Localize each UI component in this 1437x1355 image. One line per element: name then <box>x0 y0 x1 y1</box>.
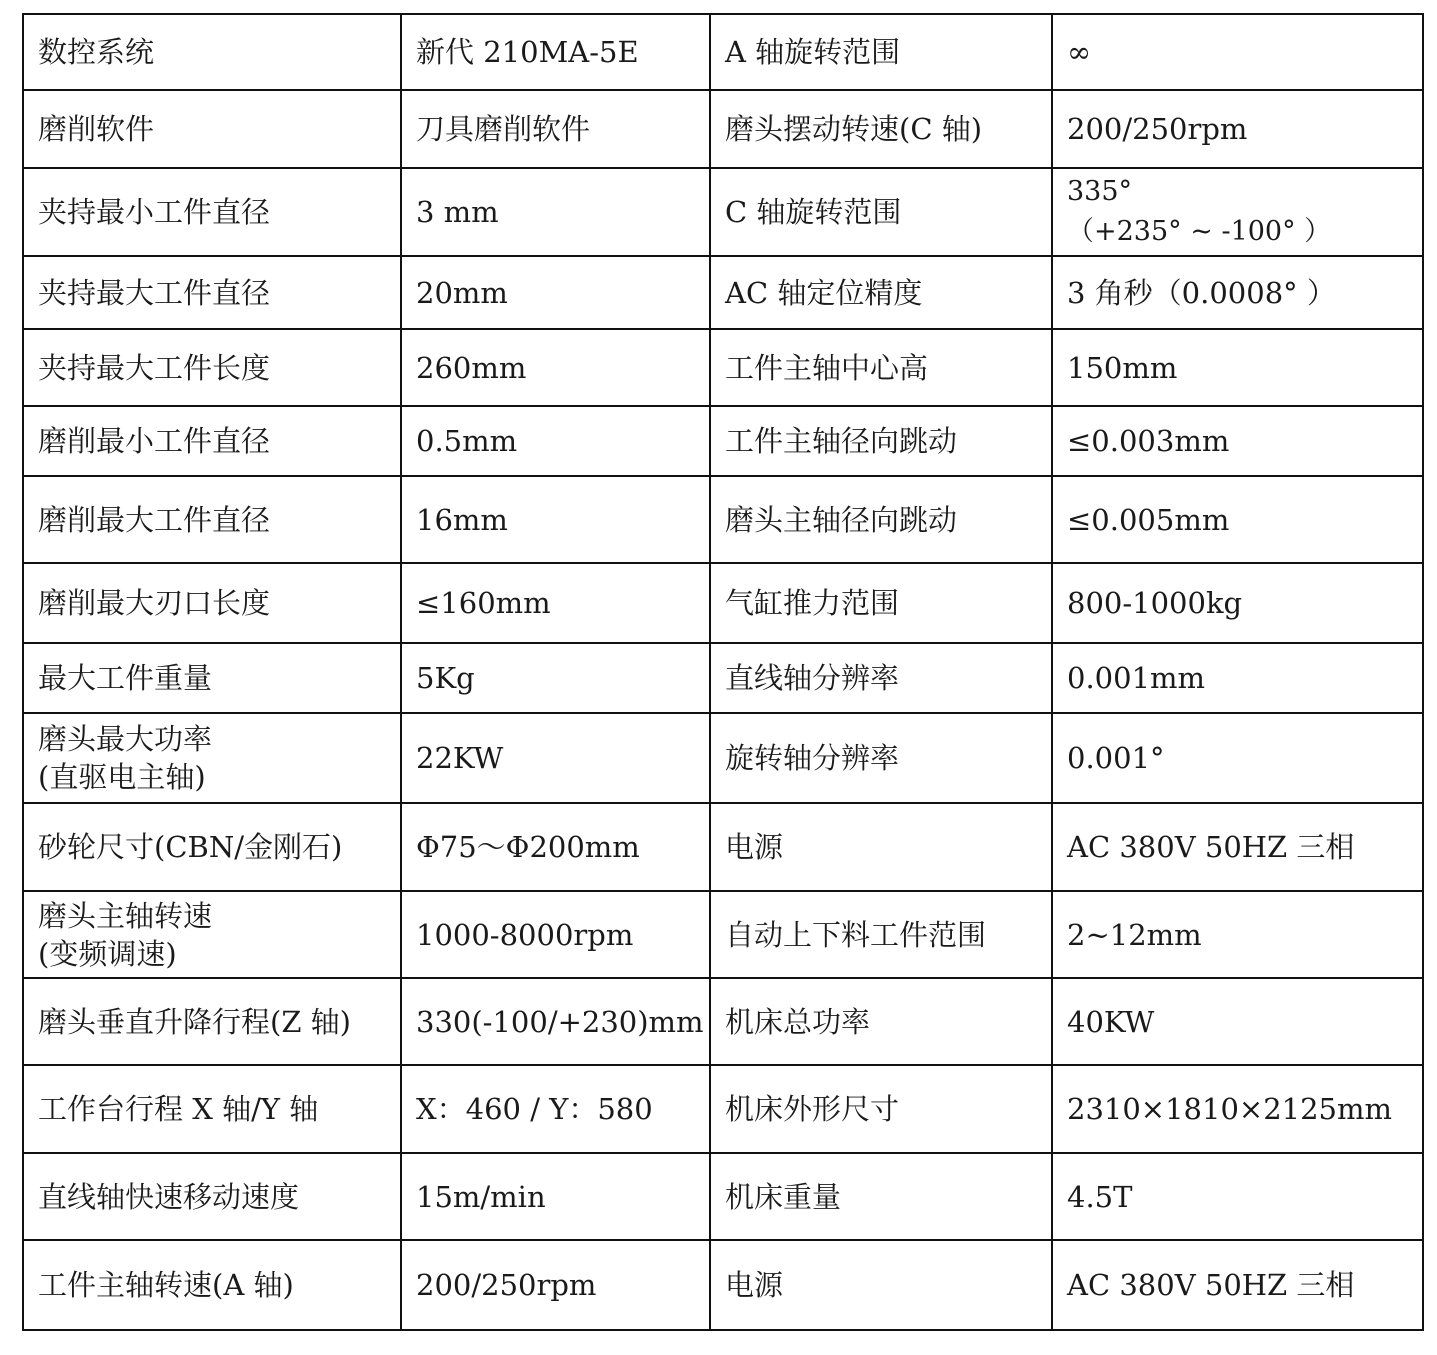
param-name: 磨削最大工件直径 <box>23 476 401 563</box>
param-name: 电源 <box>710 803 1052 891</box>
param-value: 5Kg <box>401 643 710 713</box>
param-value: 2310×1810×2125mm <box>1052 1065 1423 1153</box>
param-value: 800-1000kg <box>1052 563 1423 643</box>
param-value: 1000-8000rpm <box>401 891 710 978</box>
table-row <box>23 643 1423 713</box>
table-row <box>23 713 1423 803</box>
param-name: 工件主轴中心高 <box>710 329 1052 406</box>
param-value: 20mm <box>401 256 710 329</box>
table-row <box>23 256 1423 329</box>
param-value: 335° （+235° ~ -100° ） <box>1052 168 1423 256</box>
table-row <box>23 1065 1423 1153</box>
param-value: 刀具磨削软件 <box>401 90 710 168</box>
param-value: ≤0.003mm <box>1052 406 1423 476</box>
table-row <box>23 90 1423 168</box>
table-row <box>23 329 1423 406</box>
param-name: 自动上下料工件范围 <box>710 891 1052 978</box>
param-name: 工件主轴转速(A 轴) <box>23 1240 401 1330</box>
param-name: 旋转轴分辨率 <box>710 713 1052 803</box>
param-name: 数控系统 <box>23 14 401 90</box>
param-value: 150mm <box>1052 329 1423 406</box>
table-row <box>23 803 1423 891</box>
param-value: 3 mm <box>401 168 710 256</box>
param-name: AC 轴定位精度 <box>710 256 1052 329</box>
param-value: 0.001mm <box>1052 643 1423 713</box>
param-name: 直线轴快速移动速度 <box>23 1153 401 1240</box>
table-row <box>23 563 1423 643</box>
param-name: 磨削最大刃口长度 <box>23 563 401 643</box>
param-name: A 轴旋转范围 <box>710 14 1052 90</box>
table-row <box>23 476 1423 563</box>
param-value: 新代 210MA-5E <box>401 14 710 90</box>
param-name: 磨削最小工件直径 <box>23 406 401 476</box>
param-value: 22KW <box>401 713 710 803</box>
param-value: ≤0.005mm <box>1052 476 1423 563</box>
param-value: Φ75～Φ200mm <box>401 803 710 891</box>
param-name: 机床总功率 <box>710 978 1052 1065</box>
param-name: 夹持最大工件长度 <box>23 329 401 406</box>
param-value: 330(-100/+230)mm <box>401 978 710 1065</box>
param-name: 磨头主轴转速 (变频调速) <box>23 891 401 978</box>
param-value: 16mm <box>401 476 710 563</box>
param-name: 直线轴分辨率 <box>710 643 1052 713</box>
table-row <box>23 978 1423 1065</box>
param-value: 0.5mm <box>401 406 710 476</box>
param-value: 2~12mm <box>1052 891 1423 978</box>
param-value: 3 角秒（0.0008° ） <box>1052 256 1423 329</box>
param-name: 磨削软件 <box>23 90 401 168</box>
param-value: 0.001° <box>1052 713 1423 803</box>
param-value: 200/250rpm <box>1052 90 1423 168</box>
table-row <box>23 891 1423 978</box>
param-name: 机床外形尺寸 <box>710 1065 1052 1153</box>
param-name: 磨头摆动转速(C 轴) <box>710 90 1052 168</box>
param-name: C 轴旋转范围 <box>710 168 1052 256</box>
param-value: 4.5T <box>1052 1153 1423 1240</box>
param-name: 磨头垂直升降行程(Z 轴) <box>23 978 401 1065</box>
param-value: AC 380V 50HZ 三相 <box>1052 803 1423 891</box>
param-name: 夹持最小工件直径 <box>23 168 401 256</box>
table-row <box>23 14 1423 90</box>
param-value: X：460 / Y：580 <box>401 1065 710 1153</box>
table-row <box>23 168 1423 256</box>
param-name: 磨头最大功率 (直驱电主轴) <box>23 713 401 803</box>
param-name: 机床重量 <box>710 1153 1052 1240</box>
table-row <box>23 406 1423 476</box>
table-row <box>23 1240 1423 1330</box>
param-name: 工作台行程 X 轴/Y 轴 <box>23 1065 401 1153</box>
param-value: 260mm <box>401 329 710 406</box>
param-value: ∞ <box>1052 14 1423 90</box>
param-name: 夹持最大工件直径 <box>23 256 401 329</box>
param-value: 40KW <box>1052 978 1423 1065</box>
param-name: 磨头主轴径向跳动 <box>710 476 1052 563</box>
param-name: 砂轮尺寸(CBN/金刚石) <box>23 803 401 891</box>
param-name: 工件主轴径向跳动 <box>710 406 1052 476</box>
param-value: 15m/min <box>401 1153 710 1240</box>
param-value: 200/250rpm <box>401 1240 710 1330</box>
table-row <box>23 1153 1423 1240</box>
param-name: 电源 <box>710 1240 1052 1330</box>
spec-table <box>22 13 1424 1331</box>
param-value: ≤160mm <box>401 563 710 643</box>
param-value: AC 380V 50HZ 三相 <box>1052 1240 1423 1330</box>
param-name: 最大工件重量 <box>23 643 401 713</box>
param-name: 气缸推力范围 <box>710 563 1052 643</box>
